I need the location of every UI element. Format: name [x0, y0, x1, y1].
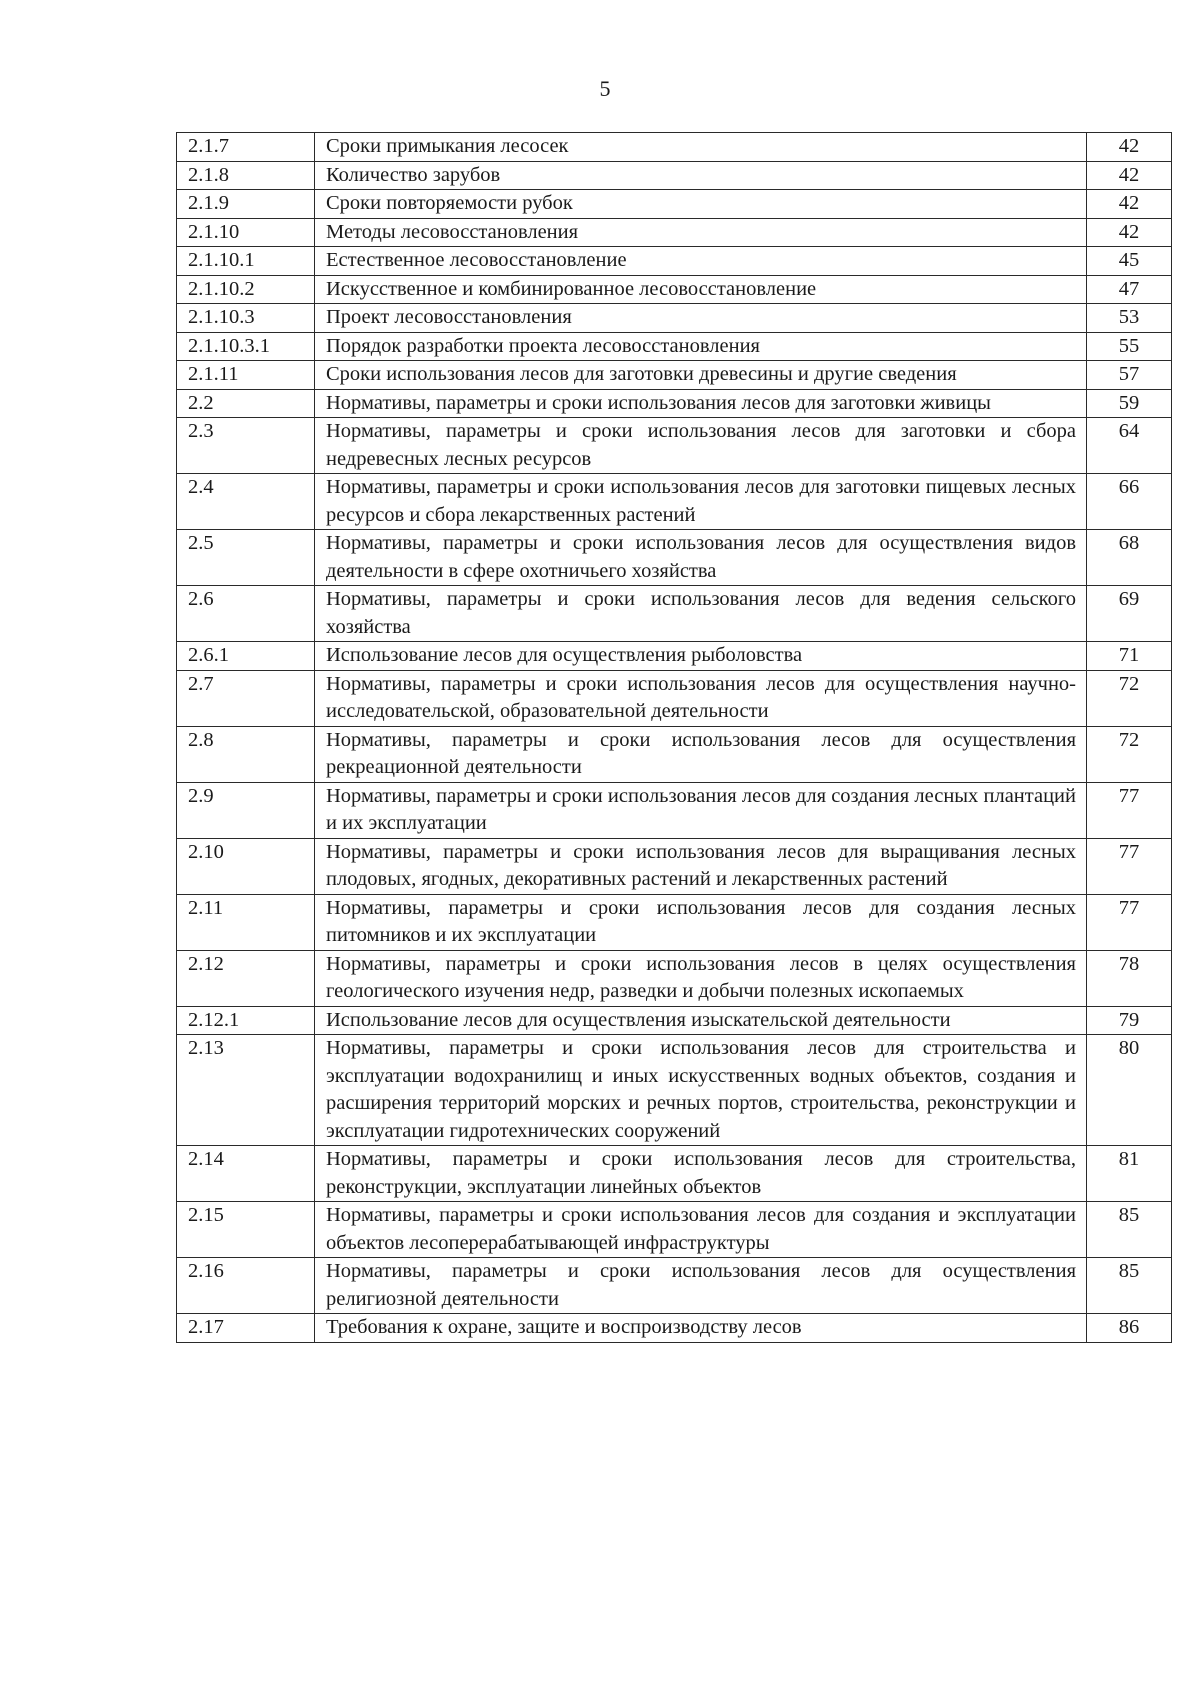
section-number: 2.17	[177, 1314, 315, 1343]
section-number: 2.1.7	[177, 133, 315, 162]
section-number: 2.1.8	[177, 161, 315, 190]
page-reference: 68	[1087, 530, 1172, 586]
section-title: Количество зарубов	[315, 161, 1087, 190]
section-number: 2.5	[177, 530, 315, 586]
section-number: 2.15	[177, 1202, 315, 1258]
table-row	[177, 418, 1172, 474]
section-title: Методы лесовосстановления	[315, 218, 1087, 247]
section-number: 2.13	[177, 1035, 315, 1146]
table-row	[177, 1146, 1172, 1202]
section-number: 2.6.1	[177, 642, 315, 671]
section-title: Естественное лесовосстановление	[315, 247, 1087, 276]
page-reference: 81	[1087, 1146, 1172, 1202]
table-row	[177, 894, 1172, 950]
section-number: 2.6	[177, 586, 315, 642]
section-title: Сроки использования лесов для заготовки древесины и другие сведения	[315, 361, 1087, 390]
table-row	[177, 950, 1172, 1006]
table-row	[177, 304, 1172, 333]
section-number: 2.7	[177, 670, 315, 726]
section-title: Сроки примыкания лесосек	[315, 133, 1087, 162]
table-row	[177, 642, 1172, 671]
section-number: 2.14	[177, 1146, 315, 1202]
section-title: Нормативы, параметры и сроки использования лесов для осуществления научно-исследовательской, образовательной деятельности	[315, 670, 1087, 726]
section-number: 2.8	[177, 726, 315, 782]
page-reference: 42	[1087, 133, 1172, 162]
page-reference: 72	[1087, 726, 1172, 782]
section-number: 2.3	[177, 418, 315, 474]
section-title: Нормативы, параметры и сроки использования лесов для осуществления религиозной деятельности	[315, 1258, 1087, 1314]
section-title: Нормативы, параметры и сроки использования лесов для заготовки пищевых лесных ресурсов и сбора лекарственных растений	[315, 474, 1087, 530]
page-reference: 59	[1087, 389, 1172, 418]
page-reference: 72	[1087, 670, 1172, 726]
section-number: 2.1.10	[177, 218, 315, 247]
table-row	[177, 133, 1172, 162]
section-number: 2.1.10.2	[177, 275, 315, 304]
table-row	[177, 1202, 1172, 1258]
section-number: 2.1.10.3.1	[177, 332, 315, 361]
section-title: Требования к охране, защите и воспроизводству лесов	[315, 1314, 1087, 1343]
table-row	[177, 726, 1172, 782]
page-reference: 80	[1087, 1035, 1172, 1146]
section-title: Сроки повторяемости рубок	[315, 190, 1087, 219]
section-title: Нормативы, параметры и сроки использования лесов для создания и эксплуатации объектов лесоперерабатывающей инфраструктуры	[315, 1202, 1087, 1258]
toc-body	[177, 133, 1172, 1343]
page-reference: 79	[1087, 1006, 1172, 1035]
table-row	[177, 1258, 1172, 1314]
section-title: Использование лесов для осуществления изыскательской деятельности	[315, 1006, 1087, 1035]
table-row	[177, 530, 1172, 586]
table-of-contents	[176, 132, 1172, 1343]
section-title: Нормативы, параметры и сроки использования лесов для ведения сельского хозяйства	[315, 586, 1087, 642]
section-title: Нормативы, параметры и сроки использования лесов для осуществления рекреационной деятельности	[315, 726, 1087, 782]
page-reference: 77	[1087, 782, 1172, 838]
section-number: 2.1.10.3	[177, 304, 315, 333]
table-row	[177, 838, 1172, 894]
page-reference: 47	[1087, 275, 1172, 304]
page-reference: 71	[1087, 642, 1172, 671]
section-title: Нормативы, параметры и сроки использования лесов для заготовки живицы	[315, 389, 1087, 418]
section-title: Нормативы, параметры и сроки использования лесов для осуществления видов деятельности в сфере охотничьего хозяйства	[315, 530, 1087, 586]
page-reference: 77	[1087, 838, 1172, 894]
section-title: Порядок разработки проекта лесовосстановления	[315, 332, 1087, 361]
page-reference: 69	[1087, 586, 1172, 642]
table-row	[177, 389, 1172, 418]
table-row	[177, 474, 1172, 530]
page-reference: 42	[1087, 161, 1172, 190]
table-row	[177, 670, 1172, 726]
page-reference: 66	[1087, 474, 1172, 530]
section-title: Нормативы, параметры и сроки использования лесов для строительства, реконструкции, эксплуатации линейных объектов	[315, 1146, 1087, 1202]
section-number: 2.16	[177, 1258, 315, 1314]
page-reference: 85	[1087, 1202, 1172, 1258]
section-title: Нормативы, параметры и сроки использования лесов для выращивания лесных плодовых, ягодных, декоративных растений и лекарственных растений	[315, 838, 1087, 894]
section-title: Нормативы, параметры и сроки использования лесов для строительства и эксплуатации водохранилищ и иных искусственных водных объектов, создания и расширения территорий морских и речных портов, строительства, реконструкции и эксплуатации гидротехнических сооружений	[315, 1035, 1087, 1146]
section-number: 2.11	[177, 894, 315, 950]
section-number: 2.12.1	[177, 1006, 315, 1035]
page-reference: 77	[1087, 894, 1172, 950]
table-row	[177, 1006, 1172, 1035]
table-row	[177, 190, 1172, 219]
table-row	[177, 247, 1172, 276]
page-reference: 78	[1087, 950, 1172, 1006]
section-title: Нормативы, параметры и сроки использования лесов для создания лесных питомников и их эксплуатации	[315, 894, 1087, 950]
table-row	[177, 1035, 1172, 1146]
section-number: 2.9	[177, 782, 315, 838]
section-title: Нормативы, параметры и сроки использования лесов для заготовки и сбора недревесных лесных ресурсов	[315, 418, 1087, 474]
section-title: Проект лесовосстановления	[315, 304, 1087, 333]
section-number: 2.10	[177, 838, 315, 894]
section-number: 2.1.9	[177, 190, 315, 219]
section-title: Использование лесов для осуществления рыболовства	[315, 642, 1087, 671]
page-reference: 85	[1087, 1258, 1172, 1314]
page-number: 5	[599, 76, 611, 101]
table-row	[177, 332, 1172, 361]
section-number: 2.1.11	[177, 361, 315, 390]
page-reference: 45	[1087, 247, 1172, 276]
table-row	[177, 586, 1172, 642]
table-row	[177, 218, 1172, 247]
section-title: Искусственное и комбинированное лесовосстановление	[315, 275, 1087, 304]
page-reference: 86	[1087, 1314, 1172, 1343]
page-reference: 42	[1087, 190, 1172, 219]
table-row	[177, 1314, 1172, 1343]
page-reference: 55	[1087, 332, 1172, 361]
table-row	[177, 161, 1172, 190]
table-row	[177, 361, 1172, 390]
section-title: Нормативы, параметры и сроки использования лесов для создания лесных плантаций и их эксплуатации	[315, 782, 1087, 838]
section-number: 2.4	[177, 474, 315, 530]
page-reference: 64	[1087, 418, 1172, 474]
page-reference: 57	[1087, 361, 1172, 390]
section-number: 2.2	[177, 389, 315, 418]
page-reference: 42	[1087, 218, 1172, 247]
page-reference: 53	[1087, 304, 1172, 333]
table-row	[177, 275, 1172, 304]
table-row	[177, 782, 1172, 838]
section-number: 2.1.10.1	[177, 247, 315, 276]
section-title: Нормативы, параметры и сроки использования лесов в целях осуществления геологического изучения недр, разведки и добычи полезных ископаемых	[315, 950, 1087, 1006]
section-number: 2.12	[177, 950, 315, 1006]
